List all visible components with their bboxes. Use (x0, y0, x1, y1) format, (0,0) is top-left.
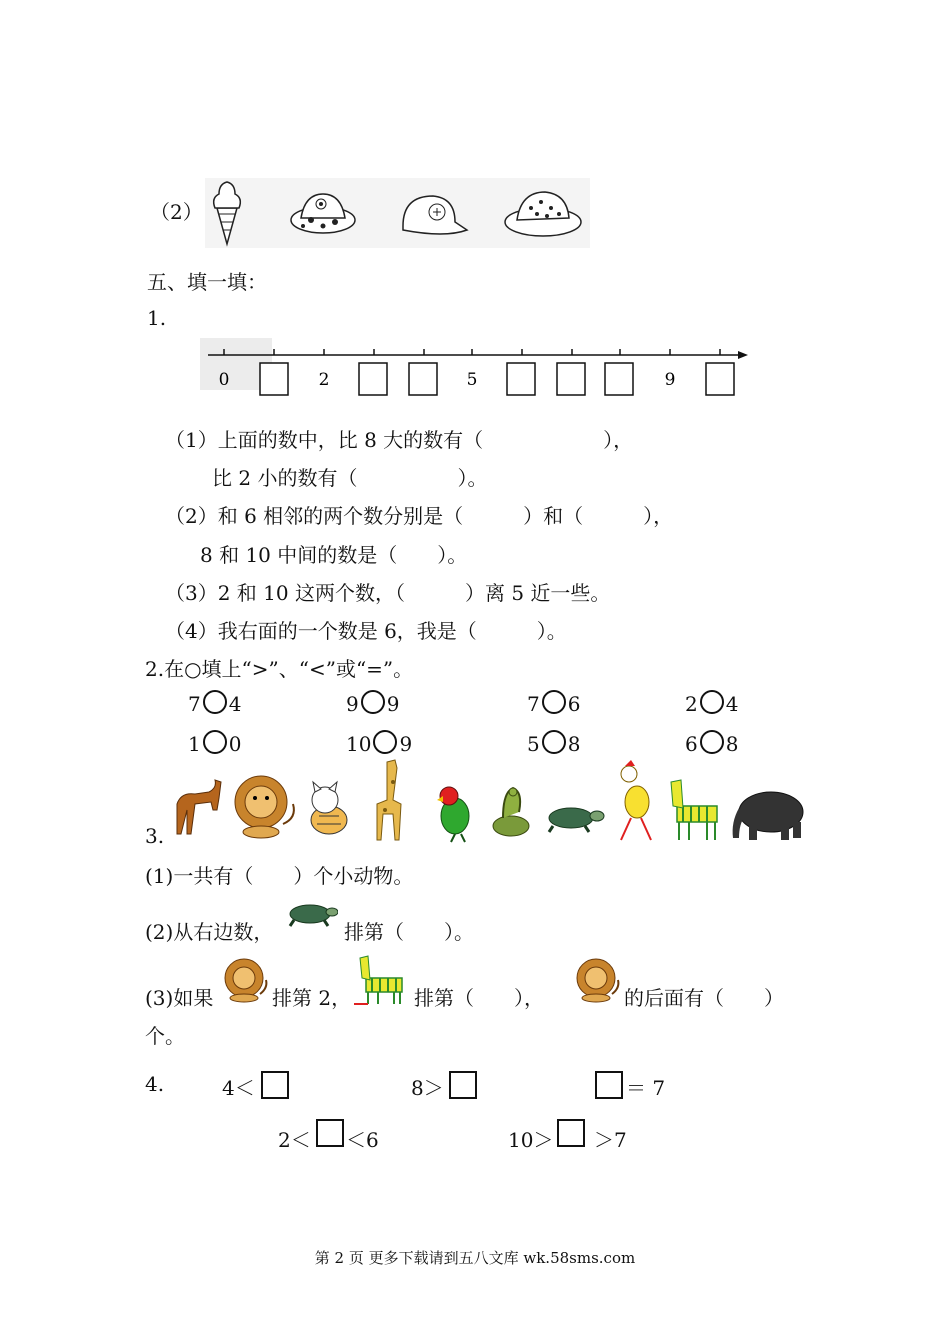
zebra-icon (354, 954, 410, 1006)
tick-label: 0 (218, 370, 230, 390)
q4-expr2-left: 8＞ (411, 1076, 444, 1100)
arrow-icon (738, 351, 748, 359)
page-footer: 第 2 页 更多下载请到五八文库 wk.58sms.com (314, 1249, 636, 1267)
number-line-blank-boxes (260, 363, 734, 395)
compare-item: 6 8 (685, 732, 739, 756)
q3-line3e: 个。 (145, 1024, 185, 1048)
compare-item: 9 9 (346, 692, 400, 716)
zebra-icon (671, 780, 717, 840)
circle-blank[interactable] (203, 690, 227, 714)
lion-icon (235, 776, 294, 838)
q1-sub1-line2: 比 2 小的数有（ ）。 (212, 466, 488, 490)
q3-line1: (1)一共有（ ）个小动物。 (145, 864, 414, 888)
circle-blank[interactable] (700, 730, 724, 754)
q3-line3d: 的后面有（ ） (624, 986, 784, 1010)
q3-line2a: (2)从右边数， (145, 920, 274, 944)
q4-expr5-right: ＞7 (594, 1128, 627, 1152)
q3-label: 3. (145, 824, 165, 848)
cat-icon (311, 782, 347, 834)
tick-label: 9 (664, 370, 676, 390)
tick-label: 5 (466, 370, 478, 390)
compare-item: 5 8 (527, 732, 581, 756)
q3-line3a: (3)如果 (145, 986, 214, 1010)
q1-sub3: （3）2 和 10 这两个数，（ ）离 5 近一些。 (165, 581, 611, 605)
circle-blank[interactable] (373, 730, 397, 754)
q1-label: 1. (147, 306, 167, 330)
compare-item: 7 4 (188, 692, 242, 716)
q1-sub2-line2: 8 和 10 中间的数是（ ）。 (200, 543, 468, 567)
q4-expr4-left: 2＜ (278, 1128, 311, 1152)
circle-blank[interactable] (203, 730, 227, 754)
q1-sub1-line1: （1）上面的数中，比 8 大的数有（ ）， (165, 428, 634, 452)
q1-sub4: （4）我右面的一个数是 6，我是（ ）。 (165, 619, 567, 643)
q4-expr5-left: 10＞ (508, 1128, 554, 1152)
giraffe-icon (377, 760, 401, 840)
horse-icon (177, 780, 221, 834)
number-line (200, 336, 752, 400)
rooster-icon (621, 760, 651, 840)
tick-label: 2 (318, 370, 330, 390)
answer-box[interactable] (595, 1071, 623, 1099)
lion-icon (222, 956, 270, 1004)
objects-picture-strip (205, 178, 590, 248)
compare-item: 2 4 (685, 692, 739, 716)
turtle-icon (549, 808, 604, 832)
answer-box[interactable] (316, 1119, 344, 1147)
q4-expr4-right: ＜6 (346, 1128, 379, 1152)
number-line-ticks (224, 349, 720, 355)
compare-item: 7 6 (527, 692, 581, 716)
q3-line3b: 排第 2， (272, 986, 352, 1010)
turtle-icon (286, 898, 338, 928)
circle-blank[interactable] (361, 690, 385, 714)
q3-line3c: 排第（ ）， (414, 986, 544, 1010)
part2-label: （2） (150, 200, 203, 224)
q1-sub2-line1: （2）和 6 相邻的两个数分别是（ ）和（ ）， (165, 504, 674, 528)
section-title: 五、填一填： (147, 270, 267, 294)
q2-label: 2.在○填上“>”、“<”或“=”。 (145, 657, 414, 681)
answer-box[interactable] (261, 1071, 289, 1099)
snake-icon (493, 788, 529, 836)
circle-blank[interactable] (542, 690, 566, 714)
q4-expr3-right: ＝ 7 (626, 1076, 666, 1100)
answer-box[interactable] (449, 1071, 477, 1099)
circle-blank[interactable] (700, 690, 724, 714)
q3-line2b: 排第（ ）。 (344, 920, 474, 944)
q4-expr1-left: 4＜ (222, 1076, 255, 1100)
answer-box[interactable] (557, 1119, 585, 1147)
compare-item: 10 9 (346, 732, 413, 756)
q4-label: 4. (145, 1072, 165, 1096)
animal-row (165, 752, 805, 844)
elephant-icon (733, 792, 803, 840)
circle-blank[interactable] (542, 730, 566, 754)
compare-item: 1 0 (188, 732, 242, 756)
parrot-icon (437, 787, 469, 842)
lion-icon (574, 956, 622, 1004)
